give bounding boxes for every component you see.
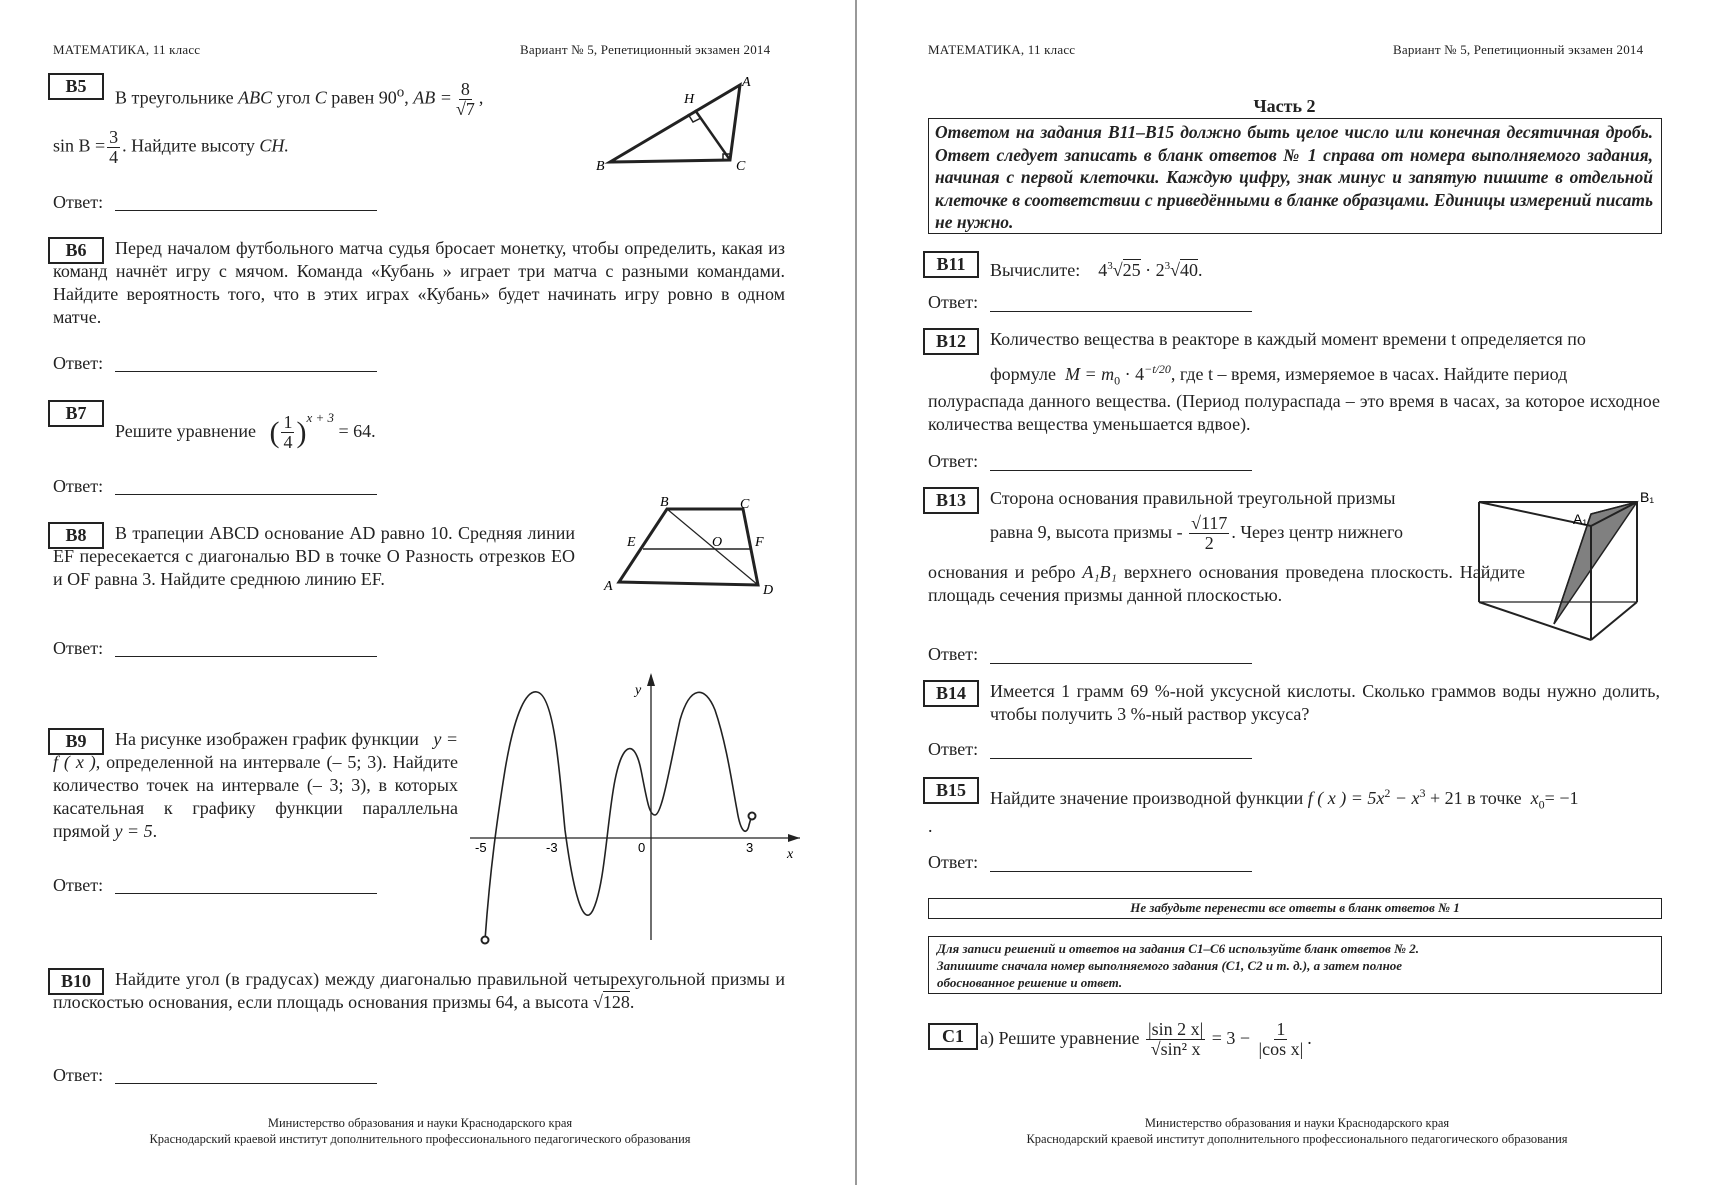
endpoint-right: [749, 813, 756, 820]
c-instructions-box: [928, 936, 1662, 994]
answer-label-b9: Ответ:: [53, 875, 104, 895]
y-axis-arrow: [647, 673, 655, 686]
answer-label-b14: Ответ:: [928, 739, 979, 759]
tick-label-0: 0: [638, 840, 646, 855]
task-number-b9: B9: [48, 728, 104, 755]
triangle-abc: [610, 85, 740, 162]
task-b12-line1: Количество вещества в реакторе в каждый момент времени t определяется по: [990, 329, 1586, 349]
task-b8-text: В трапеции ABCD основание AD равно 10. Средняя линии EF пересекается с диагональю BD в точке O Разность отрезков EO и OF равна 3. Найдите среднюю линию EF.: [53, 523, 575, 589]
task-c1-text: а) Решите уравнение $\frac{|\sin 2 x|}{\text{√sin² x}}$ = 3 − $\frac{1}{\text{|cos x|}}$ .: [980, 1019, 1312, 1060]
task-number-b5: B5: [48, 73, 104, 100]
bottom-front-left: [1479, 602, 1591, 640]
task-b5-line1: В треугольнике ABC угол C равен 90$^o$, AB = $\frac{8}{√7}$ ,: [115, 79, 484, 119]
task-number-c1: C1: [928, 1023, 978, 1050]
c-instructions-text: Для записи решений и ответов на задания С1–С6 используйте бланк ответов № 2. Запишите сначала номер выполняемого задания (С1, С2 и т. д.), а затем полное обоснованное решение и ответ.: [937, 941, 1419, 990]
label-f: F: [755, 535, 764, 550]
answer-line-b12[interactable]: [990, 470, 1252, 471]
answer-line-b11[interactable]: [990, 311, 1252, 312]
task-b15-text: Найдите значение производной функции f ( x ) = $5x^2 - x^3 + 21$ в точке $x_0= -1$: [990, 786, 1579, 812]
label-a1: A₁: [1573, 511, 1588, 527]
task-number-b10: B10: [48, 968, 104, 995]
answer-label-b5: Ответ:: [53, 192, 104, 212]
label-c: C: [740, 497, 750, 512]
task-b10-text: Найдите угол (в градусах) между диагональю правильной четырехугольной призмы и плоскостью основания, если площадь основания призмы 64, а высота √128.: [53, 969, 785, 1012]
x-axis-arrow: [788, 834, 800, 842]
label-a: A: [742, 75, 751, 90]
task-b13-line1: Сторона основания правильной треугольной призмы: [990, 488, 1396, 508]
b5-triangle-figure: [590, 70, 780, 180]
label-d: D: [763, 583, 774, 598]
answer-line-b14[interactable]: [990, 758, 1252, 759]
answer-line-b13[interactable]: [990, 663, 1252, 664]
footer-line1: Министерство образования и науки Краснодарского края: [267, 1116, 573, 1130]
answer-label-b7: Ответ:: [53, 476, 104, 496]
bottom-front-right: [1591, 602, 1637, 640]
header-left: МАТЕМАТИКА, 11 класс: [53, 42, 201, 57]
tick-label-minus5: -5: [475, 840, 487, 855]
instructions-text: Ответом на задания В11–В15 должно быть целое число или конечная десятичная дробь. Ответ следует записать в бланк ответов № 1 справа от номера выполняемого задания, начиная с первой клеточки. Каждую цифру, знак минус и запятую пишите в отдельной клеточке в соответствии с приведёнными в бланке образцами. Единицы измерений писать не нужно.: [935, 122, 1653, 232]
task-b12-formula-line: формуле $M = m_0 \cdot 4^{-t/20}$, где t – время, измеряемое в часах. Найдите период: [990, 362, 1568, 388]
task-number-b7: B7: [48, 400, 104, 427]
reminder-box: [928, 898, 1662, 919]
answer-line-b10[interactable]: [115, 1083, 377, 1084]
label-o: O: [712, 535, 723, 550]
task-b11-text: Вычислите: $4^3√25 \cdot 2^3√40$.: [990, 260, 1203, 280]
b13-prism-figure: [1477, 490, 1692, 650]
task-number-b12: B12: [923, 328, 979, 355]
reminder-text: Не забудьте перенести все ответы в бланк ответов № 1: [1130, 900, 1460, 915]
answer-line-b7[interactable]: [115, 494, 377, 495]
tick-label-3: 3: [746, 840, 754, 855]
answer-line-b9[interactable]: [115, 893, 377, 894]
label-e: E: [627, 535, 636, 550]
label-b1: B₁: [1640, 490, 1655, 505]
task-number-b13: B13: [923, 487, 979, 514]
footer-line1: Министерство образования и науки Краснодарского края: [1144, 1116, 1450, 1130]
task-number-b8: B8: [48, 522, 104, 549]
label-h: H: [684, 92, 695, 107]
height-ch: [695, 110, 730, 160]
label-c: C: [736, 159, 746, 174]
task-b14-text: Имеется 1 грамм 69 %-ной уксусной кислоты. Сколько граммов воды нужно долить, чтобы получить 3 %-ный раствор уксуса?: [990, 681, 1660, 724]
task-b9-text: На рисунке изображен график функции y = f ( x ), определенной на интервале (– 5; 3). Найдите количество точек на интервале (– 3; 3), в которых касательная к графику функции параллельна прямой y = 5.: [53, 729, 459, 841]
answer-label-b6: Ответ:: [53, 353, 104, 373]
task-number-b14: B14: [923, 680, 979, 707]
task-b5-line2: sin B = $\frac{3}{4}$ . Найдите высоту CH.: [53, 127, 289, 167]
label-b: B: [660, 495, 669, 510]
footer-line2: Краснодарский краевой институт дополнительного профессионального педагогического образования: [149, 1132, 691, 1146]
left-page: [0, 0, 855, 1185]
b9-function-graph: [465, 670, 805, 945]
answer-line-b5[interactable]: [115, 210, 377, 211]
task-b13-line2: равна 9, высота призмы - $\frac{√117}{2}$ . Через центр нижнего: [990, 512, 1403, 554]
header-left: МАТЕМАТИКА, 11 класс: [928, 42, 1076, 57]
header-right: Вариант № 5, Репетиционный экзамен 2014: [1393, 42, 1644, 57]
task-b6-text: Перед началом футбольного матча судья бросает монетку, чтобы определить, какая из команд начнёт игру с мячом. Команда «Кубань » играет три матча с разными командами. Найдите вероятность того, что в этих играх «Кубань» будет начинать игру ровно в одном матче.: [53, 238, 785, 327]
task-number-b11: B11: [923, 251, 979, 278]
function-curve: [485, 692, 754, 940]
trapezoid-abcd: [619, 509, 758, 585]
part-title: Часть 2: [1253, 96, 1316, 116]
answer-line-b8[interactable]: [115, 656, 377, 657]
answer-label-b8: Ответ:: [53, 638, 104, 658]
header-right: Вариант № 5, Репетиционный экзамен 2014: [520, 42, 771, 57]
answer-label-b12: Ответ:: [928, 451, 979, 471]
endpoint-left: [482, 937, 489, 944]
x-axis-label: x: [787, 847, 794, 862]
task-number-b6: B6: [48, 237, 104, 264]
y-axis-label: y: [635, 683, 642, 698]
answer-line-b6[interactable]: [115, 371, 377, 372]
tick-label-minus3: -3: [546, 840, 558, 855]
footer-line2: Краснодарский краевой институт дополнительного профессионального педагогического образования: [1026, 1132, 1568, 1146]
answer-label-b11: Ответ:: [928, 292, 979, 312]
task-number-b15: B15: [923, 777, 979, 804]
b8-trapezoid-figure: [600, 494, 785, 604]
answer-line-b15[interactable]: [990, 871, 1252, 872]
task-b12-rest: полураспада данного вещества. (Период полураспада – это время в часах, за которое исходное количества вещества уменьшается вдвое).: [928, 391, 1660, 434]
label-b: B: [596, 159, 605, 174]
task-b7-text: Решите уравнение ( $\frac{1}{4}$ )$^{x + 3}$ = 64.: [115, 410, 376, 453]
task-b15-dot: .: [928, 816, 933, 836]
task-b13-rest: основания и ребро A₁B₁ верхнего основания проведена плоскость. Найдите площадь сечения призмы данной плоскостью.: [928, 562, 1526, 605]
answer-label-b15: Ответ:: [928, 852, 979, 872]
answer-label-b13: Ответ:: [928, 644, 979, 664]
label-a: A: [604, 579, 613, 594]
answer-label-b10: Ответ:: [53, 1065, 104, 1085]
right-page: [857, 0, 1714, 1185]
instructions-box: [928, 118, 1662, 234]
